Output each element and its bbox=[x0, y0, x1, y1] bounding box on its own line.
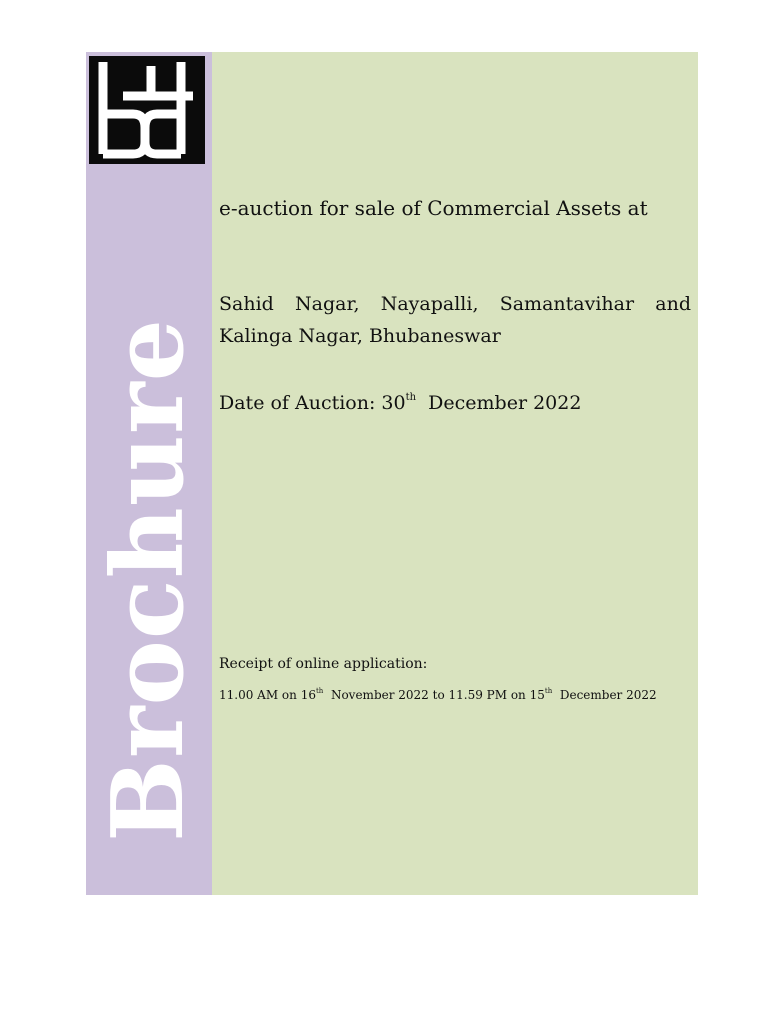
locations-block bbox=[219, 288, 691, 352]
location-word: Samantavihar bbox=[499, 293, 635, 315]
logo-mark bbox=[89, 56, 205, 164]
auction-date bbox=[219, 392, 581, 414]
receipt-end: December 2022 bbox=[559, 688, 657, 702]
receipt-middle: November 2022 to 11.59 PM on 15 bbox=[330, 688, 545, 702]
receipt-end-suffix: th bbox=[544, 687, 553, 695]
brochure-vertical-title: Brochure bbox=[91, 318, 206, 842]
brochure-cover bbox=[86, 52, 698, 895]
auction-heading: e-auction for sale of Commercial Assets at bbox=[219, 196, 648, 220]
receipt-label: Receipt of online application: bbox=[219, 656, 428, 672]
receipt-period bbox=[219, 688, 657, 702]
location-word: Sahid bbox=[219, 293, 274, 315]
side-band bbox=[86, 52, 212, 895]
receipt-start-suffix: th bbox=[315, 687, 324, 695]
bda-logo-icon bbox=[89, 56, 205, 164]
location-word: Nagar, bbox=[295, 293, 360, 315]
receipt-start: 11.00 AM on 16 bbox=[219, 688, 316, 702]
locations-line-2: Kalinga Nagar, Bhubaneswar bbox=[219, 325, 501, 347]
auction-date-suffix: th bbox=[405, 392, 417, 403]
location-word: Nayapalli, bbox=[380, 293, 479, 315]
main-panel bbox=[212, 52, 698, 895]
auction-date-label: Date of Auction: 30 bbox=[219, 392, 406, 414]
auction-date-month: December 2022 bbox=[428, 392, 582, 414]
locations-line-1 bbox=[219, 288, 691, 320]
location-word: and bbox=[655, 293, 691, 315]
